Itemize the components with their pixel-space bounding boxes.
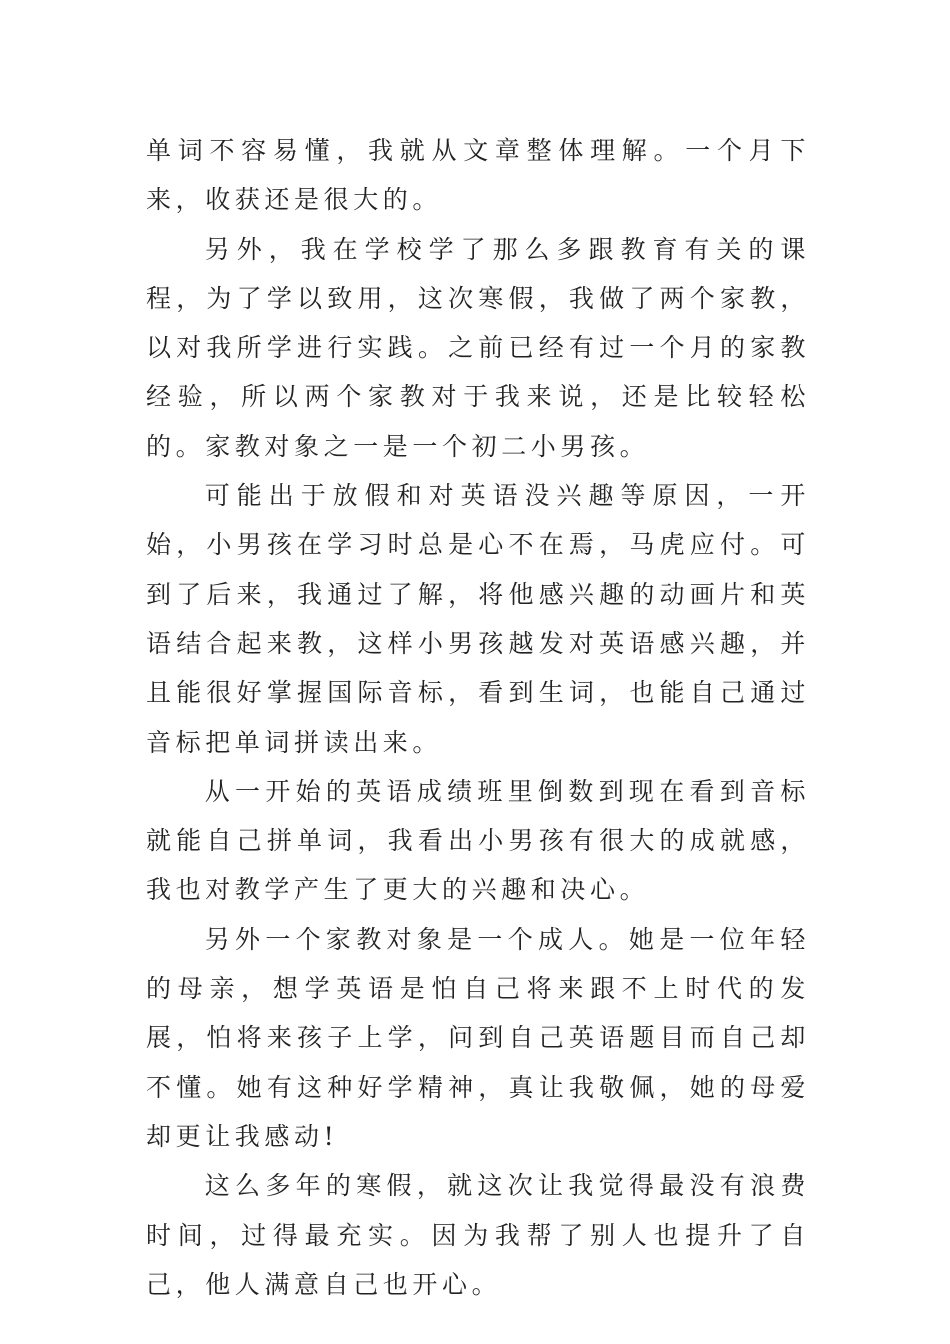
- paragraph: 可能出于放假和对英语没兴趣等原因，一开始，小男孩在学习时总是心不在焉，马虎应付。可到了后来，我通过了解，将他感兴趣的动画片和英语结合起来教，这样小男孩越发对英语感兴趣，并且能很好掌握国际音标，看到生词，也能自己通过音标把单词拼读出来。: [146, 481, 810, 757]
- paragraph: 从一开始的英语成绩班里倒数到现在看到音标就能自己拼单词，我看出小男孩有很大的成就感，我也对教学产生了更大的兴趣和决心。: [146, 776, 810, 905]
- paragraph: 另外，我在学校学了那么多跟教育有关的课程，为了学以致用，这次寒假，我做了两个家教，以对我所学进行实践。之前已经有过一个月的家教经验，所以两个家教对于我来说，还是比较轻松的。家教对象之一是一个初二小男孩。: [146, 234, 810, 461]
- paragraph-continued: 单词不容易懂，我就从文章整体理解。一个月下来，收获还是很大的。: [146, 136, 810, 215]
- paragraph: 这么多年的寒假，就这次让我觉得最没有浪费时间，过得最充实。因为我帮了别人也提升了自己，他人满意自己也开心。: [146, 1171, 810, 1299]
- paragraph: 另外一个家教对象是一个成人。她是一位年轻的母亲，想学英语是怕自己将来跟不上时代的发展，怕将来孩子上学，问到自己英语题目而自己却不懂。她有这种好学精神，真让我敬佩，她的母爱却更让我感动!: [146, 924, 810, 1151]
- document-body: [146, 126, 810, 1309]
